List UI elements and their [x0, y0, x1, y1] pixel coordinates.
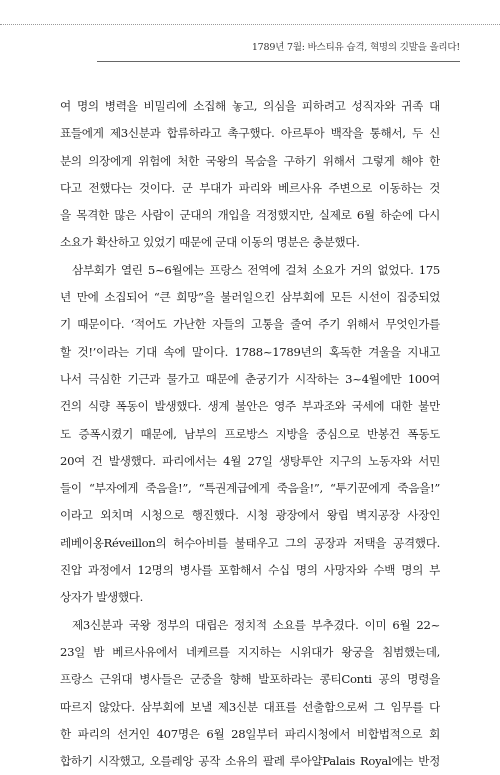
header-rule [97, 61, 460, 62]
text-line: 여 명의 병력을 비밀리에 소집해 놓고, 의심을 피하려고 성직자와 귀족 대 [60, 99, 440, 113]
text-line: 건의 식량 폭동이 발생했다. 생계 불안은 영주 부과조와 국세에 대한 불만 [60, 399, 440, 414]
text-line: 도 증폭시켰기 때문에, 남부의 프로방스 지방을 중심으로 반봉건 폭동도 [60, 426, 440, 441]
text-line: 을 목격한 많은 사람이 군대의 개입을 걱정했지만, 실제로 6월 하순에 다시 [60, 208, 440, 223]
text-line: 표들에게 제3신분과 합류하라고 촉구했다. 아르투아 백작을 통해서, 두 신 [60, 126, 440, 141]
text-line: 기 때문이다. ‘적어도 가난한 자들의 고통을 줄여 주기 위해서 무엇인가를 [60, 317, 440, 332]
text-line: 년 만에 소집되어 “큰 희망”을 불러일으킨 삼부회에 모든 시선이 집중되었 [60, 290, 440, 305]
text-line: 상자가 발생했다. [60, 590, 144, 605]
text-line: 이라고 외치며 시청으로 행진했다. 시청 광장에서 왕립 벽지공장 사장인 [60, 508, 440, 523]
text-line: 삼부회가 열린 5~6월에는 프랑스 전역에 걸쳐 소요가 거의 없었다. 175 [72, 262, 440, 277]
text-line: 합하기 시작했고, 오를레앙 공작 소유의 팔레 루아얄Palais Royal에는 반정 [60, 754, 440, 769]
text-line: 레베이옹Réveillon의 허수아비를 불태우고 그의 공장과 저택을 공격했다. [60, 535, 440, 550]
text-line: 따르지 않았다. 삼부회에 보낼 제3신분 대표를 선출함으로써 그 임무를 다 [60, 699, 440, 714]
text-line: 들이 “부자에게 죽음을!”, “특권계급에게 죽음을!”, “투기꾼에게 죽음을!” [60, 481, 440, 496]
text-line: 다고 전했다는 것이다. 군 부대가 파리와 베르사유 주변으로 이동하는 것 [60, 180, 440, 195]
text-line: 분의 의장에게 위험에 처한 국왕의 목숨을 구하기 위해서 그렇게 해야 한 [60, 153, 440, 168]
top-dotted-rule [0, 24, 500, 25]
text-line: 소요가 확산하고 있었기 때문에 군대 이동의 명분은 충분했다. [60, 235, 360, 250]
text-line: 20여 건 발생했다. 파리에서는 4월 27일 생탕투안 지구의 노동자와 서민 [60, 453, 440, 468]
body-text [60, 93, 440, 775]
text-line: 23일 밤 베르사유에서 네케르를 지지하는 시위대가 왕궁을 침범했는데, [60, 644, 440, 659]
running-header: 1789년 7월: 바스티유 습격, 혁명의 깃발을 올리다! [251, 42, 460, 53]
text-line: 한 파리의 선거인 407명은 6월 28일부터 파리시청에서 비합법적으로 회 [60, 726, 440, 741]
text-line: 프랑스 근위대 병사들은 군중을 향해 발포하라는 콩티Conti 공의 명령을 [60, 672, 440, 687]
text-line: 진압 과정에서 12명의 병사를 포함해서 수십 명의 사망자와 수백 명의 부 [60, 563, 440, 578]
text-line: 나서 극심한 기근과 물가고 때문에 춘궁기가 시작하는 3~4월에만 100여 [60, 371, 440, 386]
text-line: 제3신분과 국왕 정부의 대립은 정치적 소요를 부추겼다. 이미 6월 22~ [72, 617, 440, 632]
text-line: 할 것!’이라는 기대 속에 말이다. 1788~1789년의 혹독한 겨울을 지내고 [60, 344, 440, 359]
